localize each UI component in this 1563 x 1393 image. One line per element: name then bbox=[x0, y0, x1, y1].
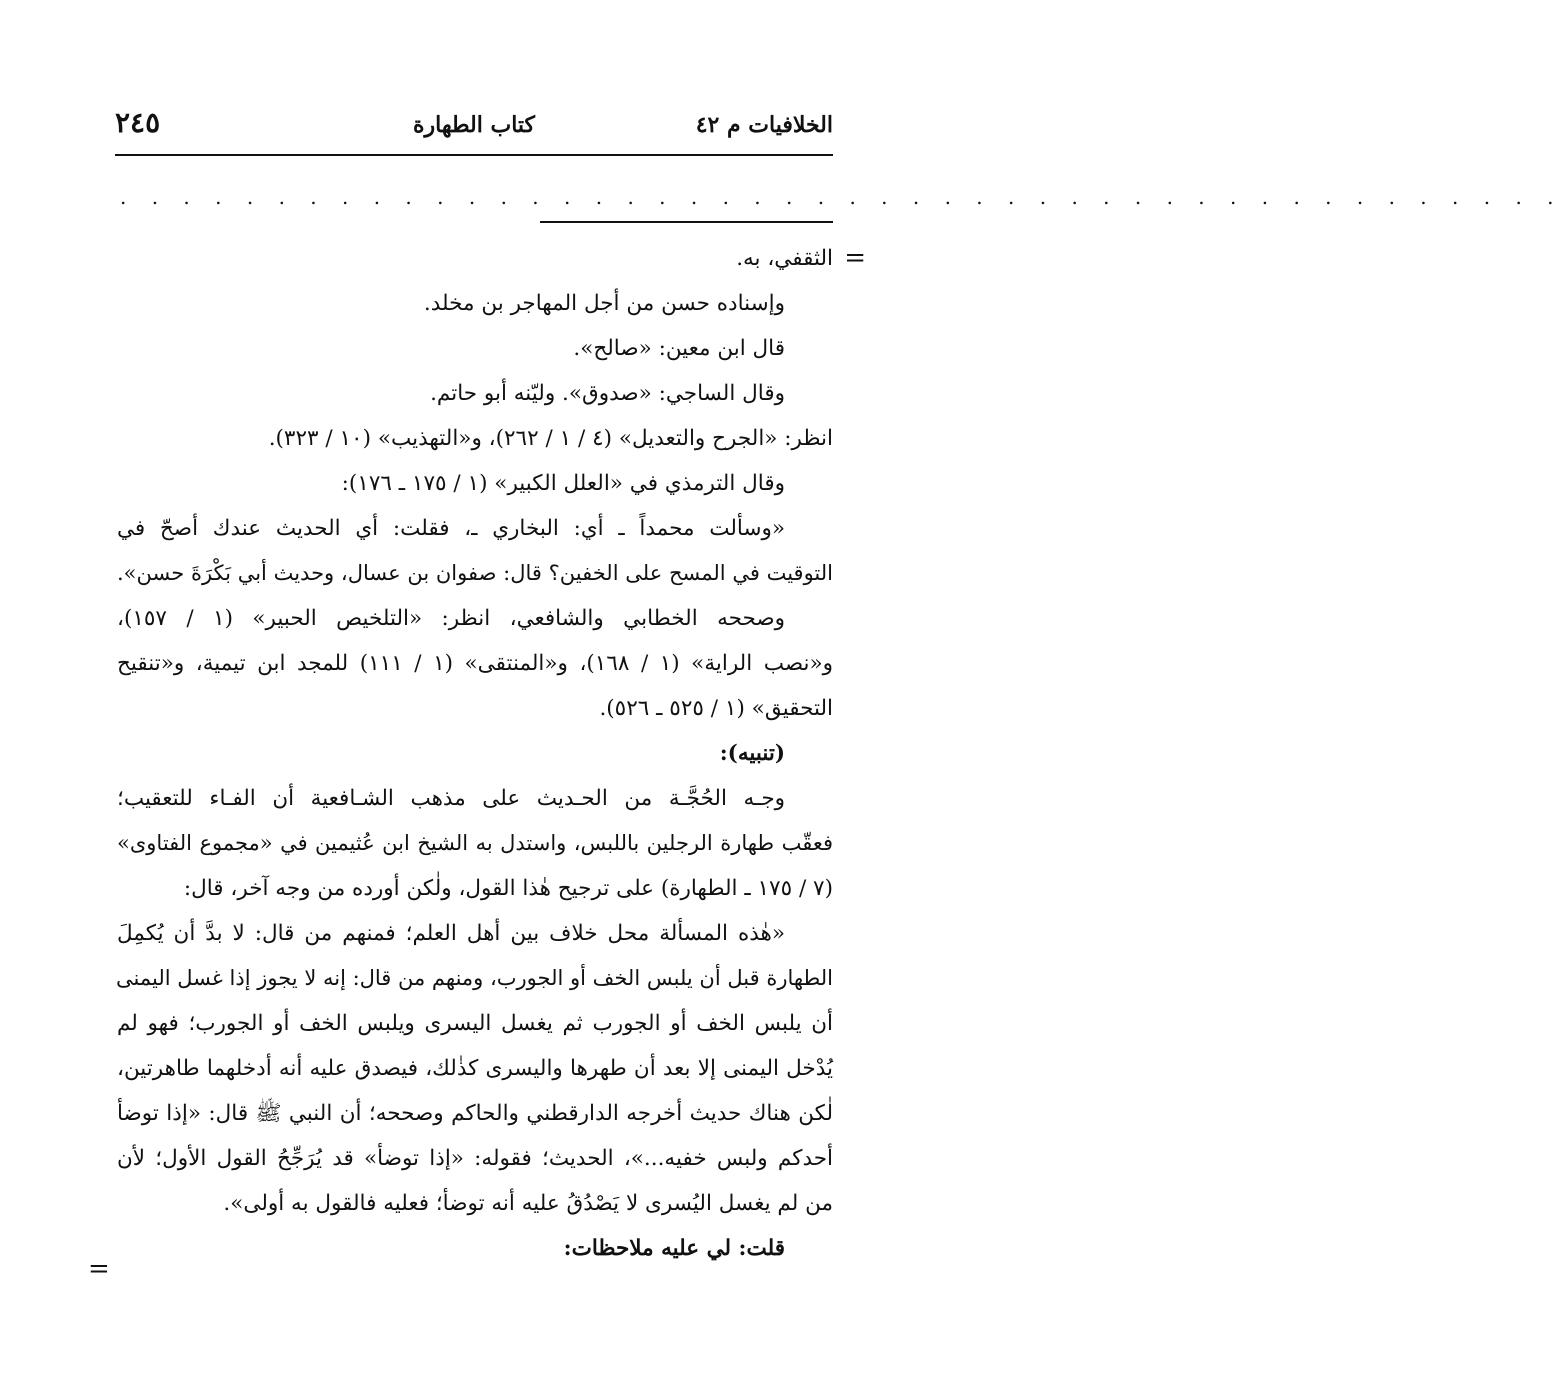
footnote-line: فعقّب طهارة الرجلين باللبس، واستدل به الشيخ ابن عُثيمين في «مجموع الفتاوى» bbox=[117, 831, 833, 855]
footnote-line: التحقيق» (١ / ٥٢٥ ـ ٥٢٦). bbox=[599, 696, 833, 721]
footnote-line: (٧ / ١٧٥ ـ الطهارة) على ترجيح هٰذا القول، ولٰكن أورده من وجه آخر، قال: bbox=[183, 876, 833, 901]
footnote-line: و«نصب الراية» (١ / ١٦٨)، و«المنتقى» (١ / ١١١) للمجد ابن تيمية، و«تنقيح bbox=[117, 651, 833, 676]
chapter-title: كتاب الطهارة bbox=[412, 112, 536, 138]
footnote-line: يُدْخل اليمنى إلا بعد أن طهرها واليسرى كذٰلك، فيصدق عليه أنه أدخلهما طاهرتين، bbox=[117, 1056, 833, 1081]
footnote-line: الثقفي، به. bbox=[736, 246, 833, 271]
footnote-body bbox=[117, 236, 833, 1271]
footnote-line: التوقيت في المسح على الخفين؟ قال: صفوان بن عسال، وحديث أبي بَكْرَةَ حسن». bbox=[117, 561, 833, 585]
footnote-continuation-mark: = bbox=[844, 243, 866, 273]
running-title: الخلافيات م ٤٢ bbox=[695, 112, 833, 138]
footnote-line: انظر: «الجرح والتعديل» (٤ / ١ / ٢٦٢)، و«التهذيب» (١٠ / ٣٢٣). bbox=[268, 426, 833, 451]
footnote-line: «هٰذه المسألة محل خلاف بين أهل العلم؛ فمنهم من قال: لا بدَّ أن يُكمِلَ bbox=[117, 921, 785, 946]
page-number: ٢٤٥ bbox=[115, 106, 161, 139]
footnote-line: قلت: لي عليه ملاحظات: bbox=[563, 1236, 785, 1261]
footnote-line: وإسناده حسن من أجل المهاجر بن مخلد. bbox=[423, 291, 785, 316]
footnote-line: الطهارة قبل أن يلبس الخف أو الجورب، ومنهم من قال: إنه لا يجوز إذا غسل اليمنى bbox=[116, 966, 833, 990]
page-header bbox=[115, 106, 833, 148]
footnote-line: وقال الترمذي في «العلل الكبير» (١ / ١٧٥ ـ ١٧٦): bbox=[341, 471, 785, 496]
main-text-ellipsis-dots: . . . . . . . . . . . . . . . . . . . . . . . . . . . . . . . . . . . . . . . . . . . . . . bbox=[120, 185, 1563, 209]
footnote-line: وصححه الخطابي والشافعي، انظر: «التلخيص الحبير» (١ / ١٥٧)، bbox=[117, 606, 785, 631]
footnote-line: لٰكن هناك حديث أخرجه الدارقطني والحاكم وصححه؛ أن النبي ﷺ قال: «إذا توضأ bbox=[117, 1101, 833, 1126]
footnote-line: من لم يغسل اليُسرى لا يَصْدُقُ عليه أنه توضأ؛ فعليه فالقول به أولى». bbox=[223, 1191, 833, 1216]
footnote-line: أن يلبس الخف أو الجورب ثم يغسل اليسرى ويلبس الخف أو الجورب؛ فهو لم bbox=[117, 1011, 833, 1036]
footnote-heading: (تنبيه): bbox=[719, 741, 785, 766]
footnote-line: قال ابن معين: «صالح». bbox=[573, 336, 785, 361]
footnote-separator-rule bbox=[540, 221, 833, 223]
footnote-line: «وسألت محمداً ـ أي: البخاري ـ، فقلت: أي الحديث عندك أصحّ في bbox=[117, 516, 785, 541]
footnote-line: أحدكم ولبس خفيه...»، الحديث؛ فقوله: «إذا توضأ» قد يُرَجِّحُ القول الأول؛ لأن bbox=[117, 1146, 833, 1171]
footnote-line: وقال الساجي: «صدوق». وليّنه أبو حاتم. bbox=[430, 381, 785, 406]
footnote-line: وجـه الحُجَّـة من الحـديث على مذهب الشـافعية أن الفـاء للتعقيب؛ bbox=[117, 786, 785, 811]
header-rule bbox=[115, 154, 833, 156]
footnote-end-mark: = bbox=[88, 1254, 110, 1284]
